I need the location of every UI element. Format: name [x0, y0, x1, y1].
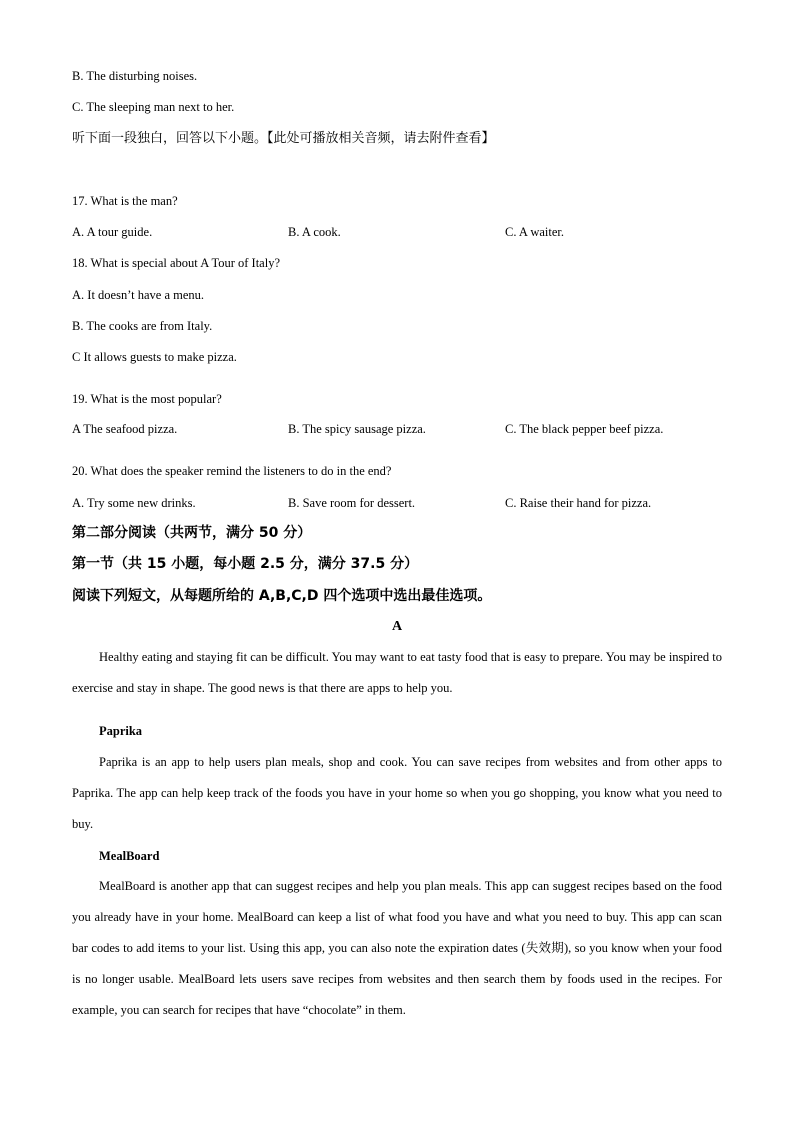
option-b-text: B. The disturbing noises.	[72, 69, 198, 83]
app-text-mealboard: MealBoard is another app that can suggest recipes and help you plan meals. This app can suggest recipes based on the food you already have in your home. MealBoard can keep a list of what food you have and what you need to buy. This app can scan bar codes to add items to your list. Using this app, you can also note the expiration dates (失效期), so you know when your food is no longer usable. MealBoard lets users save recipes from websites and then search them by foods used in the recipes. For example, you can search for recipes that have “chocolate” in them.	[72, 879, 722, 1017]
question-20-stem: 20. What does the speaker remind the listeners to do in the end?	[72, 464, 392, 478]
question-18-option-a: A. It doesn’t have a menu.	[72, 288, 205, 302]
question-19-option-a: A The seafood pizza.	[72, 422, 178, 436]
part2-title: 第二部分阅读（共两节，满分 50 分）	[72, 525, 312, 541]
passage-intro: Healthy eating and staying fit can be difficult. You may want to eat tasty food that is easy to prepare. You may be inspired to exercise and stay in shape. The good news is that there are apps to help you.	[72, 650, 722, 695]
question-18-stem: 18. What is special about A Tour of Italy?	[72, 256, 280, 270]
question-20-option-c: C. Raise their hand for pizza.	[505, 496, 652, 510]
question-19-option-b: B. The spicy sausage pizza.	[288, 422, 426, 436]
passage-label: A	[391, 619, 403, 634]
listen-instruction: 听下面一段独白，回答以下小题。【此处可播放相关音频，请去附件查看】	[72, 131, 495, 146]
app-text-paprika: Paprika is an app to help users plan meals, shop and cook. You can save recipes from websites and from other apps to Paprika. The app can help keep track of the foods you have in your home so when you go shopping, you know what you need to buy.	[72, 755, 722, 831]
reading-instruction: 阅读下列短文，从每题所给的 A,B,C,D 四个选项中选出最佳选项。	[72, 588, 492, 604]
question-19-stem: 19. What is the most popular?	[72, 392, 222, 406]
app-name-paprika: Paprika	[99, 724, 143, 738]
question-17-option-a: A. A tour guide.	[72, 225, 153, 239]
question-17-stem: 17. What is the man?	[72, 194, 178, 208]
question-18-option-c: C It allows guests to make pizza.	[72, 350, 237, 364]
question-19-option-c: C. The black pepper beef pizza.	[505, 422, 664, 436]
question-18-option-b: B. The cooks are from Italy.	[72, 319, 213, 333]
option-c-text: C. The sleeping man next to her.	[72, 100, 235, 114]
app-name-mealboard: MealBoard	[99, 849, 160, 863]
question-17-option-c: C. A waiter.	[505, 225, 565, 239]
question-20-option-b: B. Save room for dessert.	[288, 496, 416, 510]
section1-title: 第一节（共 15 小题，每小题 2.5 分，满分 37.5 分）	[72, 556, 419, 572]
question-17-option-b: B. A cook.	[288, 225, 341, 239]
question-20-option-a: A. Try some new drinks.	[72, 496, 196, 510]
